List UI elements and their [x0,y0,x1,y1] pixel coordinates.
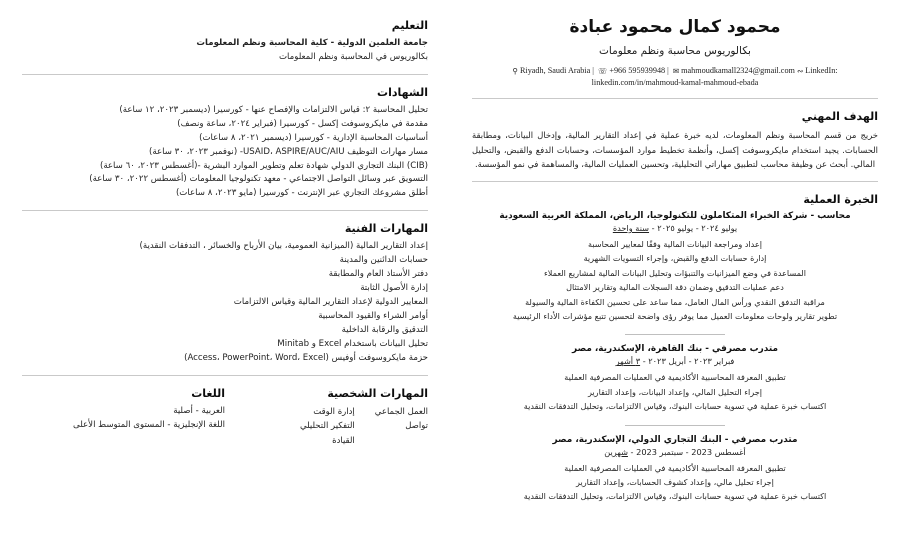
contact-separator-1: | [592,66,594,76]
certificate-item: أطلق مشروعك التجاري عبر الإنترنت - كورسيرا (مايو ٢٠٢٣، ٨ ساعات) [175,188,428,199]
certificate-item: أساسيات المحاسبة الإدارية - كورسيرا (ديسمبر ٢٠٢١، ٨ ساعات) [199,132,428,143]
personal-skill-item: العمل الجماعي [374,406,428,417]
section-bottom [22,378,428,450]
personal-skills-column-b [375,405,428,450]
divider-header [472,98,878,99]
technical-skill-item: دفتر الأستاذ العام والمطابقة [328,269,428,280]
job-bullet: إجراء تحليل مالي، وإعداد كشوف الحسابات، وإعداد التقارير [576,477,774,488]
contact-email[interactable]: mahmoudkamall2324@gmail.com [681,66,795,76]
location-pin-icon: ⚲ [512,66,518,76]
header-block [472,16,878,89]
job-bullet: إدارة حسابات الدفع والقبض، وإجراء التسويات الشهرية [583,253,767,264]
envelope-icon: ✉ [672,66,680,76]
personal-skill-item: التفكير التحليلي [300,421,355,432]
certificate-item: تحليل المحاسبة ٢: قياس الالتزامات والإفصاح عنها - كورسيرا (ديسمبر ٢٠٢٣، ١٢ ساعة) [119,104,428,115]
contact-separator-2: | [667,66,669,76]
divider-job-1 [625,334,725,335]
job-dates [472,447,878,457]
divider-job-2 [625,425,725,426]
job-bullet: تطبيق المعرفة المحاسبية الأكاديمية في العمليات المصرفية العملية [564,462,786,473]
job-bullet: المساعدة في وضع الميزانيات والتنبؤات وتحليل البيانات المالية لمشاريع العملاء [544,267,806,278]
education-title: التعليم [391,19,428,32]
job-dates [472,356,878,366]
objective-text: خريج من قسم المحاسبة ونظم المعلومات، لديه خبرة عملية في إعداد التقارير المالية، وإدخال البيانات، ومطابقة الحسابات. يجيد استخدام مايكروسوفت إكسل، وأنظمة تخطيط موارد المؤسسات، وحسابات الدفع والقبض، والتحليل المالي. أبحث عن وظيفة محاسب لتطبيق مهاراتي التحليلية، وتحسين العمليات المالية، والمساهمة في نمو المؤسسة. [472,129,878,170]
job-bullet: إعداد ومراجعة البيانات المالية وفقًا لمعايير المحاسبة [588,238,762,249]
technical-skill-item: المعايير الدولية لإعداد التقارير المالية وقياس الالتزامات [233,296,428,307]
certificate-item: التسويق عبر وسائل التواصل الاجتماعي - معهد تكنولوجيا المعلومات (أغسطس ٢٠٢٢، ٣٠ ساعة) [89,174,428,185]
technical-skill-item: حسابات الدائنين والمدينة [339,255,428,266]
job-date-range: يوليو ٢٠٢٤ - يوليو ٢٠٢٥ - [649,222,738,233]
job-bullet: اكتساب خبرة عملية في تسوية حسابات البنوك، وقياس الالتزامات، وتحليل التدفقات النقدية [523,401,827,412]
job-bullet: مراقبة التدفق النقدي ورأس المال العامل، مما ساعد على تحسين الكفاءة المالية والسيولة [525,296,825,307]
technical-skill-item: تحليل البيانات باستخدام Excel و Minitab [277,338,428,349]
experience-item [472,344,878,413]
job-duration: سنة واحدة [612,222,650,233]
cv-right-column [450,0,900,549]
job-bullet: تطوير تقارير ولوحات معلومات العميل مما يوفر رؤى واضحة لتحسين تتبع مؤشرات الأداء الرئيسية [512,311,838,322]
job-bullet: اكتساب خبرة عملية في تسوية حسابات البنوك، وقياس الالتزامات، وتحليل التدفقات النقدية [523,491,827,502]
experience-title: الخبرة العملية [803,192,878,206]
divider-certificates [22,210,428,211]
job-duration: ٣ أشهر [615,356,641,367]
education-school: جامعة العلمين الدولية - كلية المحاسبة ونظم المعلومات [196,38,428,48]
divider-technical-skills [22,375,428,376]
job-bullet: إجراء التحليل المالي، وإعداد البيانات، وإعداد التقارير [587,386,763,397]
linkedin-icon: ∾ [796,66,804,76]
personal-skills-column-a [300,405,355,450]
personal-skills-grid [225,405,428,450]
job-date-range: فبراير ٢٠٢٣ - أبريل ٢٠٢٣ - [640,356,735,367]
phone-icon: ☏ [597,66,608,76]
technical-skill-item: التدقيق والرقابة الداخلية [341,324,428,335]
personal-skill-item: إدارة الوقت [313,406,355,417]
divider-education [22,74,428,75]
job-title: محاسب - شركة الخبراء المتكاملون للتكنولوجيا، الرياض، المملكة العربية السعودية [499,210,851,221]
technical-skill-item: حزمة مايكروسوفت أوفيس (Access، PowerPoint، Word، Excel) [184,352,428,363]
section-education [22,19,428,65]
job-duration: شهرين [604,446,628,457]
personal-skill-item: تواصل [405,421,428,432]
certificate-item: (CIB) البنك التجاري الدولي شهادة تعلم وتطوير الموارد البشرية -(أغسطس ٢٠٢٣، ٦٠ ساعة) [99,160,428,171]
technical-skills-title: المهارات الفنية [344,222,428,236]
certificate-item: مسار مهارات التوظيف USAID، ASPIRE/AUC/AIU- (نوفمبر ٢٠٢٣، ٣٠ ساعة) [148,146,428,157]
technical-skill-item: إعداد التقارير المالية (الميزانية العمومية، بيان الأرباح والخسائر ، التدفقات النقدية) [139,241,428,252]
contact-line [472,65,878,89]
section-languages [22,378,225,450]
language-item: العربية - أصلية [173,405,225,416]
certificates-title: الشهادات [377,85,428,99]
language-item: اللغة الإنجليزية - المستوى المتوسط الأعلى [73,419,225,430]
contact-linkedin-label: LinkedIn: [805,66,838,76]
experience-item [472,435,878,504]
divider-objective [472,181,878,182]
objective-title: الهدف المهني [801,109,878,123]
personal-skills-title: المهارات الشخصية [327,386,428,400]
candidate-name: محمود كمال محمود عبادة [569,17,781,37]
contact-linkedin-url[interactable]: linkedin.com/in/mahmoud-kamal-mahmoud-ebada [591,77,759,87]
job-title: متدرب مصرفي - البنك التجاري الدولي، الإسكندرية، مصر [552,434,798,445]
section-objective [472,110,878,172]
languages-title: اللغات [191,386,225,400]
technical-skill-item: إدارة الأصول الثابتة [360,283,428,294]
certificate-item: مقدمة في مايكروسوفت إكسل - كورسيرا (فبراير ٢٠٢٤، ساعة ونصف) [177,118,428,129]
job-date-range: أغسطس 2023 - سبتمبر 2023 - [627,446,746,457]
technical-skill-item: أوامر الشراء والقيود المحاسبية [318,310,428,321]
candidate-subtitle: بكالوريوس محاسبة ونظم معلومات [599,45,751,58]
job-title: متدرب مصرفي - بنك القاهرة، الإسكندرية، مصر [572,344,778,355]
contact-phone[interactable]: +966 595939948 [609,66,666,76]
job-dates [472,223,878,233]
section-personal-skills [225,378,428,450]
section-technical-skills [22,222,428,365]
section-experience [472,193,878,504]
section-certificates [22,86,428,201]
contact-location: Riyadh, Saudi Arabia [519,66,591,76]
job-bullet: تطبيق المعرفة المحاسبية الأكاديمية في العمليات المصرفية العملية [564,372,786,383]
experience-item [472,211,878,323]
job-bullet: دعم عمليات التدقيق وضمان دقة السجلات المالية وتقارير الامتثال [566,282,784,293]
education-degree: بكالوريوس في المحاسبة ونظم المعلومات [278,51,428,62]
personal-skill-item: القيادة [332,436,355,447]
